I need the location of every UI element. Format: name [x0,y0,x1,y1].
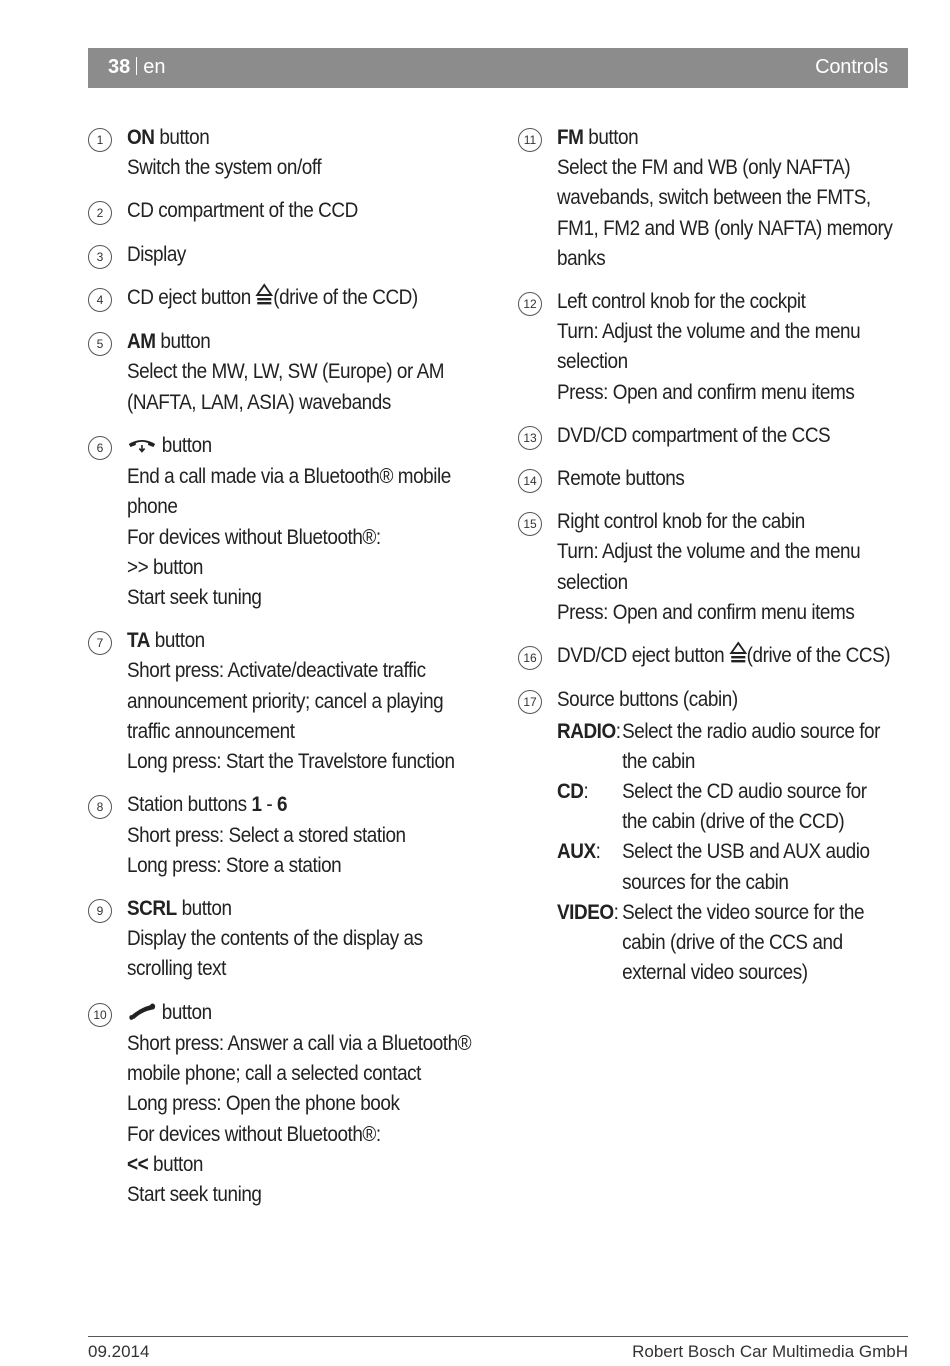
item-line [127,430,445,461]
item-line [557,684,870,714]
item-line [557,640,891,671]
item-text: CD compartment of the CCD [127,198,358,223]
list-item [88,282,488,313]
callout-number: 6 [88,436,112,460]
page-header [88,48,908,88]
item-text: Left control knob for the cockpit [557,289,806,314]
callout-number: 7 [88,631,112,655]
item-text: Remote buttons [557,466,685,491]
list-item [88,122,488,182]
item-line [557,316,870,346]
item-line [557,377,870,407]
item-keyword: FM [557,125,584,149]
item-text: Long press: Store a station [127,852,342,877]
list-item [88,195,488,225]
list-item [518,640,913,671]
item-line [127,997,445,1028]
item-text: button [148,1151,204,1176]
item-line [557,463,870,493]
footer-date: 09.2014 [88,1342,150,1361]
definition-list [557,716,913,988]
item-line [127,1119,445,1149]
item-line [127,716,445,746]
callout-number: 2 [88,201,112,225]
list-item [518,463,913,493]
item-line [127,461,451,491]
item-line [127,195,445,225]
item-line [127,1149,445,1179]
phone-hangup-icon [127,431,157,461]
item-text: >> button [127,554,204,579]
item-text: Long press: Start the Travelstore function [127,749,455,774]
item-line [127,1028,472,1058]
eject-icon [256,283,274,313]
footer-company: Robert Bosch Car Multimedia GmbH [632,1342,908,1361]
item-text: Press: Open and confirm menu items [557,599,855,624]
item-text: 6 [277,792,288,817]
item-keyword: TA [127,628,150,653]
item-text: button [583,125,639,149]
item-line [127,1179,445,1209]
language-label: en [143,56,166,78]
definition-row [557,716,881,776]
item-line [557,506,870,536]
item-text: Source buttons (cabin) [557,687,738,712]
list-item [88,625,488,776]
item-text: 1 [251,792,262,817]
item-text: Select the MW, LW, SW (Europe) or AM [127,359,445,384]
item-line [127,953,445,983]
item-line [557,420,870,450]
item-text: button [149,628,205,653]
definition-term: RADIO: [557,718,621,743]
callout-number: 5 [88,332,112,356]
definition-desc: Select the USB and AUX audio sources for the cabin [622,839,870,894]
item-text: button [155,329,211,354]
item-line [127,789,445,819]
item-text: For devices without Bluetooth®: [127,1121,381,1146]
item-line [127,152,445,182]
item-text: Short press: Activate/deactivate traffic [127,658,426,683]
item-line [127,625,445,655]
definition-row [557,776,870,836]
item-text: mobile phone; call a selected contact [127,1061,421,1086]
item-text: scrolling text [127,956,226,981]
item-text: button [176,895,232,920]
definition-desc: Select the video source for the cabin (drive of the CCS and external video sources) [622,899,865,985]
item-text: - [261,792,278,817]
item-text: Switch the system on/off [127,155,322,180]
list-item [88,430,488,612]
list-item [88,239,488,269]
list-item [518,420,913,450]
item-line [557,536,870,566]
callout-number: 11 [518,128,542,152]
item-text: Display [127,241,186,266]
item-line [127,239,445,269]
item-text: (NAFTA, LAM, ASIA) wavebands [127,389,391,414]
header-divider [136,57,137,75]
item-text: selection [557,569,628,594]
callout-number: 1 [88,128,112,152]
item-text: selection [557,349,628,374]
item-text: button [156,999,212,1024]
item-text: Press: Open and confirm menu items [557,379,855,404]
page-number: 38 [108,56,131,78]
item-text: Right control knob for the cabin [557,509,805,534]
list-item [518,506,913,627]
callout-number: 12 [518,292,542,316]
item-keyword: SCRL [127,895,177,920]
callout-number: 8 [88,795,112,819]
item-text: Turn: Adjust the volume and the menu [557,539,861,564]
definition-row [557,897,870,988]
list-item [518,286,913,407]
list-item [518,122,913,273]
item-text: Display the contents of the display as [127,926,423,951]
item-text: Turn: Adjust the volume and the menu [557,319,861,344]
callout-number: 14 [518,469,542,493]
item-text: wavebands, switch between the FMTS, [557,185,871,210]
definition-row [557,836,870,896]
item-text: DVD/CD compartment of the CCS [557,422,831,447]
item-text: For devices without Bluetooth®: [127,524,381,549]
item-line [127,746,455,776]
item-line [127,491,445,521]
item-line [557,213,893,243]
item-line [127,686,445,716]
phone-answer-icon [127,998,157,1028]
item-line [127,552,445,582]
item-line [557,346,870,376]
item-text: Short press: Answer a call via a Bluetooth® [127,1030,472,1055]
item-text: (drive of the CCD) [273,284,418,309]
item-line [127,655,445,685]
item-line [127,893,445,923]
item-line [127,1058,445,1088]
item-line [127,326,445,356]
list-item [88,893,488,984]
callout-number: 10 [88,1003,112,1027]
definition-desc: Select the CD audio source for the cabin (drive of the CCD) [622,779,867,834]
item-text: phone [127,494,178,519]
item-text: button [154,125,210,149]
item-text: CD eject button [127,284,256,309]
right-column [518,122,913,1001]
item-line [127,1088,445,1118]
item-line [127,820,445,850]
callout-number: 16 [518,646,542,670]
item-text: FM1, FM2 and WB (only NAFTA) memory [557,215,893,240]
item-line [127,122,445,152]
item-text: Start seek tuning [127,1181,262,1206]
callout-number: 17 [518,690,542,714]
item-text: button [156,432,212,457]
item-text: (drive of the CCS) [746,643,891,668]
list-item [88,789,488,880]
item-text: traffic announcement [127,718,295,743]
item-line [127,923,445,953]
callout-number: 15 [518,512,542,536]
eject-icon [729,641,747,671]
section-title: Controls [815,56,888,78]
callout-number: 9 [88,899,112,923]
item-text: banks [557,245,606,270]
definition-term: AUX: [557,839,601,864]
footer-divider [88,1336,908,1337]
item-line [127,850,445,880]
callout-number: 3 [88,245,112,269]
item-text: Long press: Open the phone book [127,1091,400,1116]
item-line [557,152,870,182]
item-text: Station buttons [127,792,252,817]
item-line [127,582,445,612]
page-indicator [108,56,166,79]
item-text: Select the FM and WB (only NAFTA) [557,155,851,180]
item-text: Short press: Select a stored station [127,822,406,847]
definition-term: CD: [557,779,589,804]
list-item [88,997,488,1210]
item-text: End a call made via a Bluetooth® mobile [127,464,451,489]
item-line [557,243,870,273]
item-line [557,182,870,212]
item-line [127,282,445,313]
item-line [557,597,870,627]
item-line [127,356,445,386]
left-column [88,122,488,1222]
item-text: announcement priority; cancel a playing [127,688,444,713]
callout-number: 4 [88,288,112,312]
definition-desc: Select the radio audio source for the cabin [622,718,881,773]
item-text: Start seek tuning [127,585,262,610]
item-line [557,286,870,316]
definition-term: VIDEO: [557,899,619,924]
item-line [557,122,870,152]
callout-number: 13 [518,426,542,450]
item-line [557,567,870,597]
item-keyword: ON [127,125,155,149]
item-text: DVD/CD eject button [557,643,730,668]
item-line [127,522,445,552]
list-item [518,684,913,987]
item-keyword: AM [127,329,156,354]
item-keyword: << [127,1151,149,1176]
item-line [127,387,445,417]
list-item [88,326,488,417]
